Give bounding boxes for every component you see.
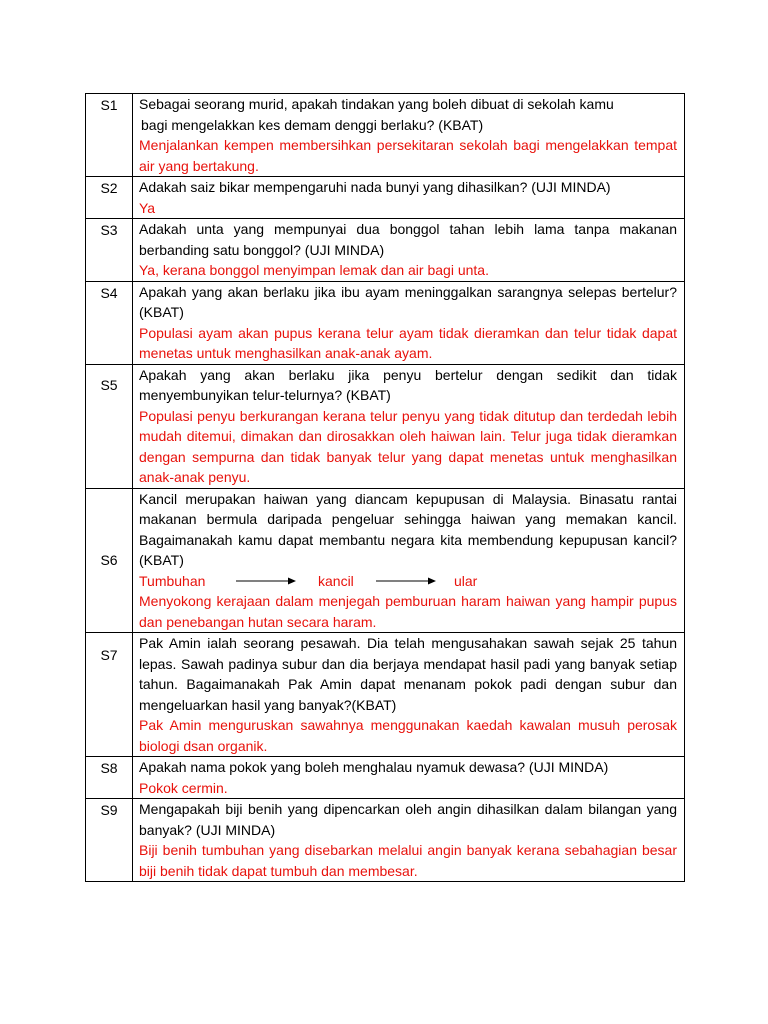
arrow-right-icon [376, 576, 436, 586]
question-number: S4 [86, 281, 133, 364]
table-row [86, 633, 685, 757]
answer-text: Pokok cermin. [139, 779, 228, 796]
question-cell [133, 364, 685, 488]
table-row [86, 488, 685, 633]
question-number: S2 [86, 177, 133, 219]
arrow-right-icon [236, 576, 296, 586]
question-text: Mengapakah biji benih yang dipencarkan oleh angin dihasilkan dalam bilangan yang banyak? (UJI MINDA) [139, 801, 677, 838]
question-cell [133, 488, 685, 633]
answer-text: Menyokong kerajaan dalam menjegah pemburuan haram haiwan yang hampir pupus dan penebangan hutan secara haram. [139, 593, 677, 630]
answer-text: Populasi ayam akan pupus kerana telur ayam tidak dieramkan dan telur tidak dapat menetas untuk menghasilkan anak-anak ayam. [139, 324, 677, 361]
answer-text: Menjalankan kempen membersihkan persekitaran sekolah bagi mengelakkan tempat air yang bertakung. [139, 137, 677, 174]
question-text: bagi mengelakkan kes demam denggi berlaku? (KBAT) [141, 116, 484, 133]
question-number: S5 [86, 364, 133, 488]
question-text: Kancil merupakan haiwan yang diancam kepupusan di Malaysia. Binasatu rantai makanan bermula daripada pengeluar sehingga haiwan yang memakan kancil. Bagaimanakah kamu dapat membantu negara kita membendung kepupusan kancil? (KBAT) [139, 490, 677, 568]
qa-table [85, 93, 685, 882]
question-number: S8 [86, 757, 133, 799]
question-cell [133, 281, 685, 364]
question-cell [133, 94, 685, 177]
question-text: Apakah yang akan berlaku jika penyu bertelur dengan sedikit dan tidak menyembunyikan telur-telurnya? (KBAT) [139, 366, 677, 403]
question-text: Sebagai seorang murid, apakah tindakan yang boleh dibuat di sekolah kamu [139, 96, 614, 112]
question-cell [133, 799, 685, 882]
food-chain [139, 571, 677, 592]
table-row [86, 281, 685, 364]
question-number: S9 [86, 799, 133, 882]
table-row [86, 799, 685, 882]
answer-text: Biji benih tumbuhan yang disebarkan melalui angin banyak kerana sebahagian besar biji benih tidak dapat tumbuh dan membesar. [139, 842, 677, 879]
question-text: Adakah saiz bikar mempengaruhi nada bunyi yang dihasilkan? (UJI MINDA) [139, 179, 611, 195]
question-number: S3 [86, 219, 133, 282]
table-row [86, 219, 685, 282]
table-row [86, 177, 685, 219]
table-row [86, 757, 685, 799]
food-chain-producer: Tumbuhan [139, 572, 206, 589]
food-chain-consumer-2: ular [454, 572, 478, 589]
question-cell [133, 177, 685, 219]
answer-text: Pak Amin menguruskan sawahnya menggunakan kaedah kawalan musuh perosak biologi dsan organik. [139, 717, 677, 754]
answer-text: Ya, kerana bonggol menyimpan lemak dan air bagi unta. [139, 262, 489, 278]
question-cell [133, 219, 685, 282]
food-chain-consumer-1: kancil [318, 572, 354, 589]
question-number: S6 [86, 488, 133, 633]
question-text: Apakah yang akan berlaku jika ibu ayam meninggalkan sarangnya selepas bertelur? (KBAT) [139, 283, 677, 320]
question-text: Adakah unta yang mempunyai dua bonggol tahan lebih lama tanpa makanan berbanding satu bonggol? (UJI MINDA) [139, 221, 677, 258]
question-cell [133, 633, 685, 757]
answer-text: Ya [139, 199, 156, 216]
table-row [86, 94, 685, 177]
question-text: Apakah nama pokok yang boleh menghalau nyamuk dewasa? (UJI MINDA) [139, 759, 609, 775]
question-number: S7 [86, 633, 133, 757]
question-text: Pak Amin ialah seorang pesawah. Dia telah mengusahakan sawah sejak 25 tahun lepas. Sawah padinya subur dan dia berjaya mendapat hasil padi yang banyak setiap tahun. Bagaimanakah Pak Amin dapat menanam pokok padi dengan subur dan mengeluarkan hasil yang banyak?(KBAT) [139, 635, 677, 713]
table-row [86, 364, 685, 488]
answer-text: Populasi penyu berkurangan kerana telur penyu yang tidak ditutup dan terdedah lebih mudah ditemui, dimakan dan dirosakkan oleh haiwan lain. Telur juga tidak dieramkan dengan sempurna dan tidak banyak telur yang dapat menetas untuk menghasilkan anak-anak penyu. [139, 407, 677, 485]
question-number: S1 [86, 94, 133, 177]
question-cell [133, 757, 685, 799]
